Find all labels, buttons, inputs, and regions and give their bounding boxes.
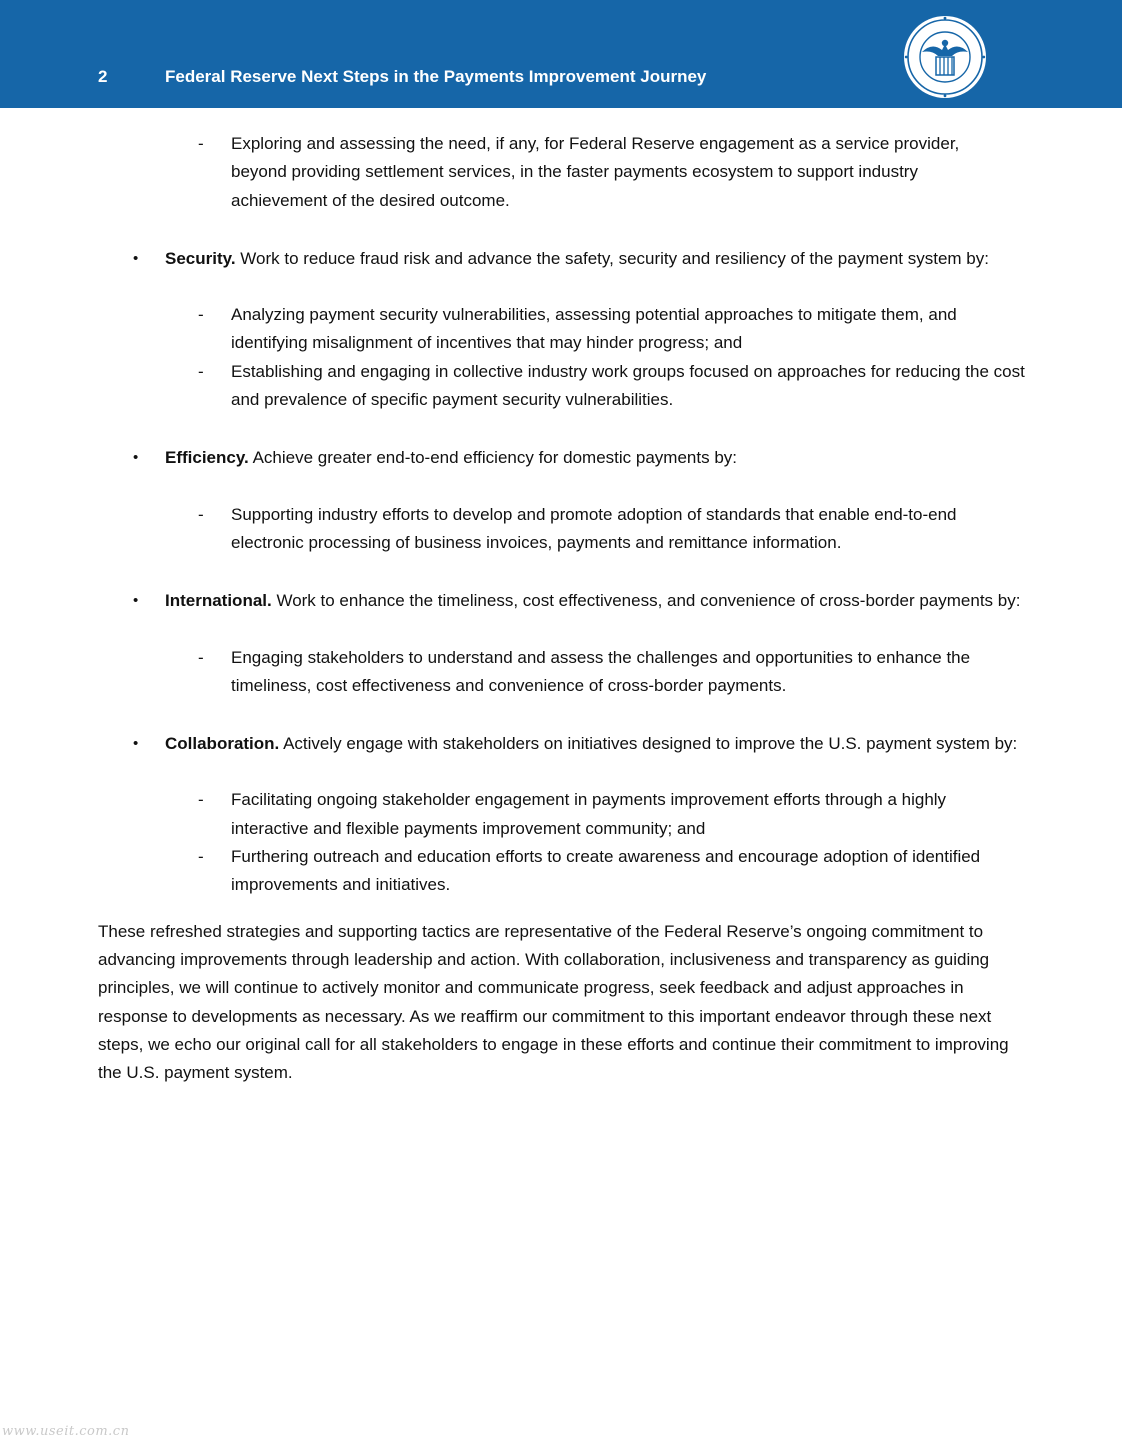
sub-list-item xyxy=(0,843,1122,900)
page-body xyxy=(0,130,1122,1104)
bullet-lead: Security. xyxy=(165,248,236,268)
bullet-marker: • xyxy=(133,449,139,467)
sub-item-text: Furthering outreach and education efforts to create awareness and encourage adoption of identified improvements and initiatives. xyxy=(231,847,981,895)
dash-marker: - xyxy=(198,790,204,810)
dash-marker: - xyxy=(198,361,204,381)
sub-item-text: Engaging stakeholders to understand and assess the challenges and opportunities to enhance the timeliness, cost effectiveness and convenience of cross-border payments. xyxy=(231,647,971,695)
dash-marker: - xyxy=(198,847,204,867)
bullet-security xyxy=(0,245,1122,273)
sub-list-item xyxy=(0,644,1122,701)
sub-item-text: Analyzing payment security vulnerabilities, assessing potential approaches to mitigate them, and identifying misalignment of incentives that may hinder progress; and xyxy=(231,305,957,353)
sub-list-item xyxy=(0,130,1122,215)
bullet-marker: • xyxy=(133,735,139,753)
sub-item-text: Exploring and assessing the need, if any, for Federal Reserve engagement as a service provider, beyond providing settlement services, in the faster payments ecosystem to support industry achievement of the desired outcome. xyxy=(231,134,960,210)
bullet-lead: Efficiency. xyxy=(165,448,249,468)
bullet-text: Actively engage with stakeholders on initiatives designed to improve the U.S. payment system by: xyxy=(279,734,1018,754)
bullet-lead: International. xyxy=(165,591,272,611)
page-number: 2 xyxy=(98,67,108,86)
bullet-collaboration xyxy=(0,730,1122,758)
dash-marker: - xyxy=(198,504,204,524)
bullet-efficiency xyxy=(0,444,1122,472)
bullet-text: Work to enhance the timeliness, cost effectiveness, and convenience of cross-border payments by: xyxy=(271,591,1021,611)
dash-marker: - xyxy=(198,134,204,153)
sub-item-text: Supporting industry efforts to develop and promote adoption of standards that enable end-to-end electronic processing of business invoices, payments and remittance information. xyxy=(231,504,957,552)
dash-marker: - xyxy=(198,305,204,325)
document-title: Federal Reserve Next Steps in the Payments Improvement Journey xyxy=(165,67,707,86)
sub-list-item xyxy=(0,786,1122,843)
watermark: www.useit.com.cn xyxy=(2,1424,130,1439)
sub-list xyxy=(0,644,1122,701)
sub-list xyxy=(0,501,1122,558)
bullet-lead: Collaboration. xyxy=(165,734,280,754)
bullet-marker: • xyxy=(133,592,139,610)
sub-list-item xyxy=(0,358,1122,415)
bullet-international xyxy=(0,587,1122,615)
dash-marker: - xyxy=(198,647,204,667)
sub-list-item xyxy=(0,501,1122,558)
sub-list xyxy=(0,786,1122,899)
closing-paragraph: These refreshed strategies and supporting tactics are representative of the Federal Reserve’s ongoing commitment to advancing improvements through leadership and action. With collaboration, inclusiveness and transparency as guiding principles, we will continue to actively monitor and communicate progress, seek feedback and adjust approaches in response to developments as necessary. As we reaffirm our commitment to this important endeavor through these next steps, we echo our original call for all stakeholders to engage in these efforts and continue their commitment to improving the U.S. payment system. xyxy=(98,921,1009,1083)
page-header xyxy=(0,0,1122,108)
federal-reserve-seal-icon xyxy=(902,14,988,100)
bullet-text: Work to reduce fraud risk and advance the safety, security and resiliency of the payment system by: xyxy=(235,248,989,268)
sub-item-text: Establishing and engaging in collective industry work groups focused on approaches for reducing the cost and prevalence of specific payment security vulnerabilities. xyxy=(231,361,1025,410)
sub-list xyxy=(0,301,1122,414)
sub-item-text: Facilitating ongoing stakeholder engagement in payments improvement efforts through a highly interactive and flexible payments improvement community; and xyxy=(231,790,947,838)
bullet-marker: • xyxy=(133,249,139,267)
bullet-text: Achieve greater end-to-end efficiency for domestic payments by: xyxy=(248,448,737,468)
sub-list-item xyxy=(0,301,1122,358)
